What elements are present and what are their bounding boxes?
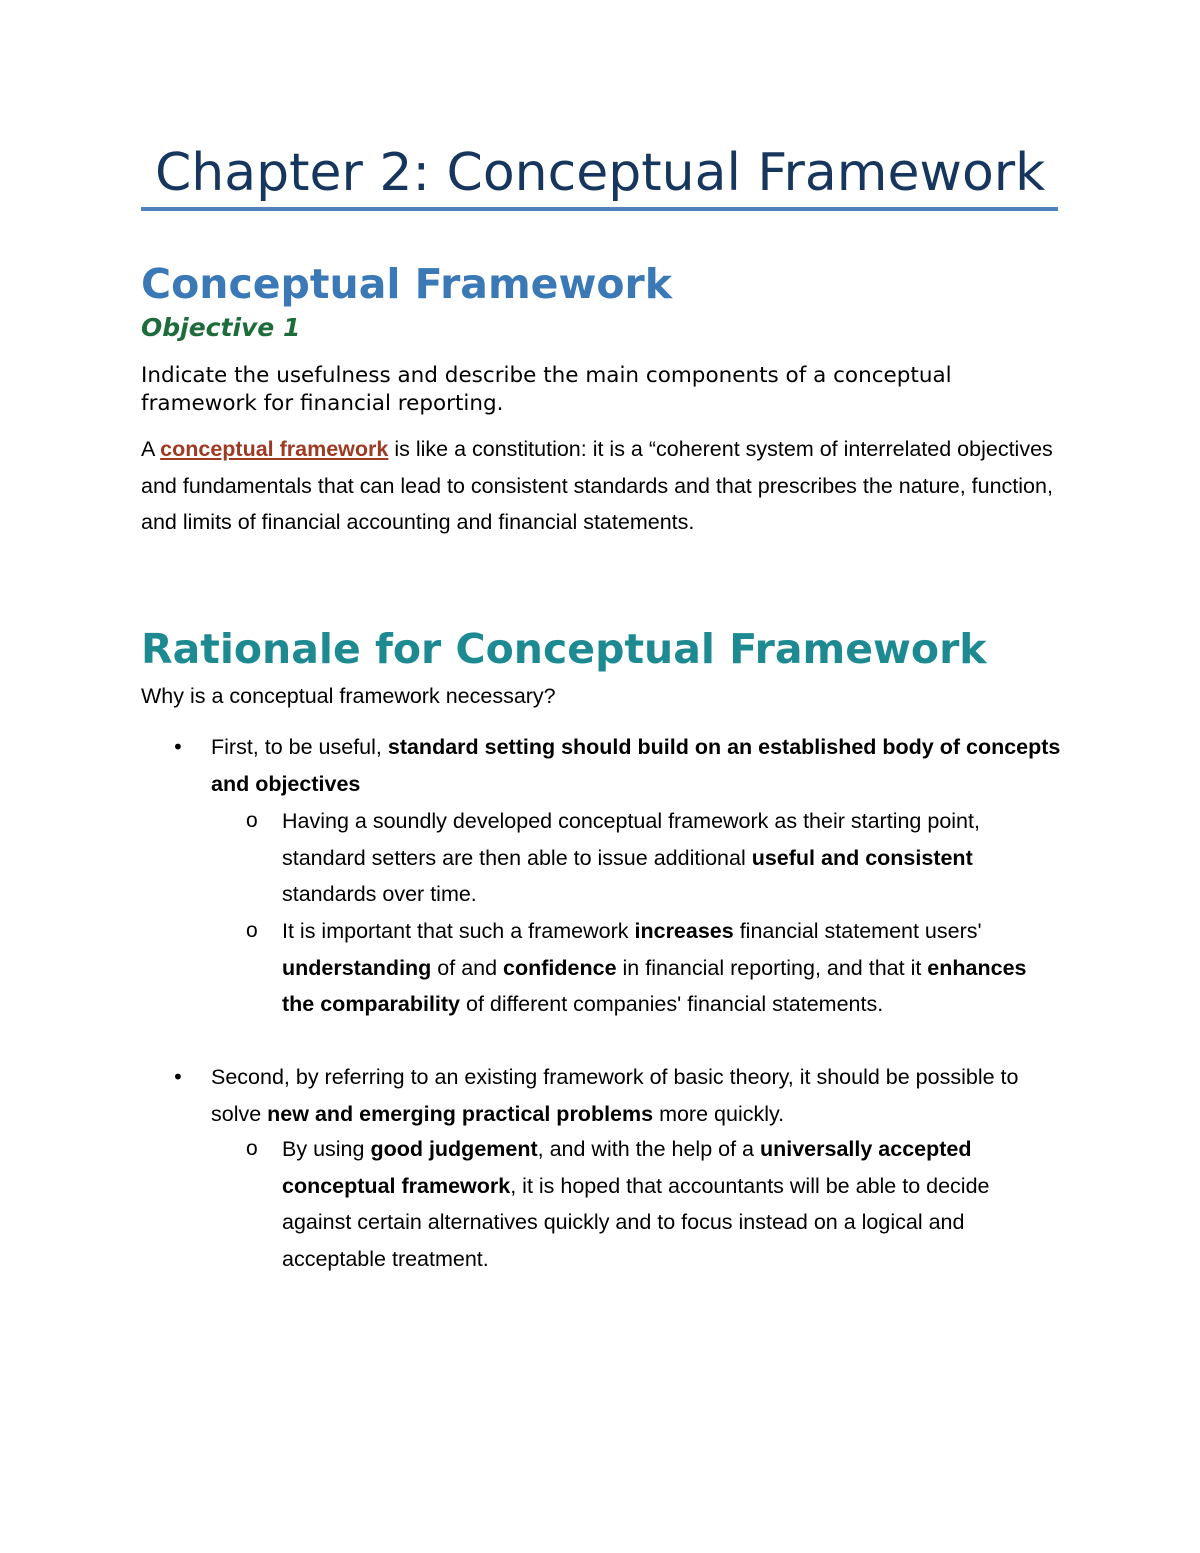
document-title: Chapter 2: Conceptual Framework: [155, 143, 1046, 203]
sub-item-text: It is important that such a framework: [282, 919, 635, 943]
sub-item-emphasis: good judgement: [370, 1137, 538, 1161]
sub-item-text: By using: [282, 1137, 371, 1161]
sub-list-item: [282, 1131, 1057, 1277]
objective-subheading: Objective 1: [141, 313, 301, 342]
rationale-question: Why is a conceptual framework necessary?: [141, 684, 556, 708]
objective-description: Indicate the usefulness and describe the main components of a conceptual framework for financial reporting.: [141, 363, 952, 416]
list-item: [211, 729, 1061, 802]
sub-item-emphasis: enhances the comparability: [282, 955, 1027, 1016]
section-heading-rationale: Rationale for Conceptual Framework: [141, 625, 987, 673]
sub-item-text: , and with the help of a: [537, 1137, 760, 1161]
sub-item-text: standards over time.: [282, 882, 477, 906]
list-item-emphasis: new and emerging practical problems: [267, 1101, 654, 1126]
section-heading-conceptual-framework: Conceptual Framework: [141, 260, 673, 308]
definition-prefix: A: [141, 437, 161, 461]
list-item-text: more quickly.: [653, 1101, 785, 1126]
definition-term-link[interactable]: conceptual framework: [160, 437, 389, 461]
sub-item-text: of different companies' financial statements.: [460, 992, 884, 1016]
sub-item-emphasis: increases: [634, 919, 734, 943]
sub-item-text: Having a soundly developed conceptual framework as their starting point, standard setters are then able to issue additional: [282, 809, 980, 870]
bullet-marker: •: [172, 735, 184, 759]
sub-item-emphasis: useful and consistent: [751, 845, 973, 870]
definition-text: is like a constitution: it is a “coherent system of interrelated objectives and fundamentals that can lead to consistent standards and that prescribes the nature, function, and limits of financial accounting and financial statements.: [141, 437, 1053, 534]
list-item-text: Second, by referring to an existing framework of basic theory, it should be possible to solve: [211, 1065, 1019, 1126]
list-item-text: First, to be useful,: [211, 735, 388, 759]
sub-bullet-marker: o: [246, 919, 258, 942]
sub-list-item: [282, 913, 1057, 1023]
sub-list-item: [282, 803, 1057, 913]
sub-item-emphasis: universally accepted conceptual framework: [282, 1137, 972, 1198]
title-underline: [141, 207, 1058, 211]
sub-item-text: in financial reporting, and that it: [616, 955, 928, 980]
sub-item-text: financial statement users': [733, 919, 982, 943]
sub-bullet-marker: o: [246, 1137, 258, 1160]
sub-item-emphasis: understanding: [282, 955, 432, 980]
bullet-marker: •: [172, 1065, 184, 1089]
list-item-emphasis: standard setting should build on an established body of concepts and objectives: [211, 735, 1061, 796]
sub-item-text: , it is hoped that accountants will be able to decide against certain alternatives quickly and to focus instead on a logical and acceptable treatment.: [282, 1173, 990, 1271]
sub-bullet-marker: o: [246, 809, 258, 832]
list-item: [211, 1059, 1061, 1132]
sub-item-text: of and: [431, 955, 504, 980]
definition-paragraph: [141, 431, 1071, 541]
sub-item-emphasis: confidence: [503, 955, 617, 980]
